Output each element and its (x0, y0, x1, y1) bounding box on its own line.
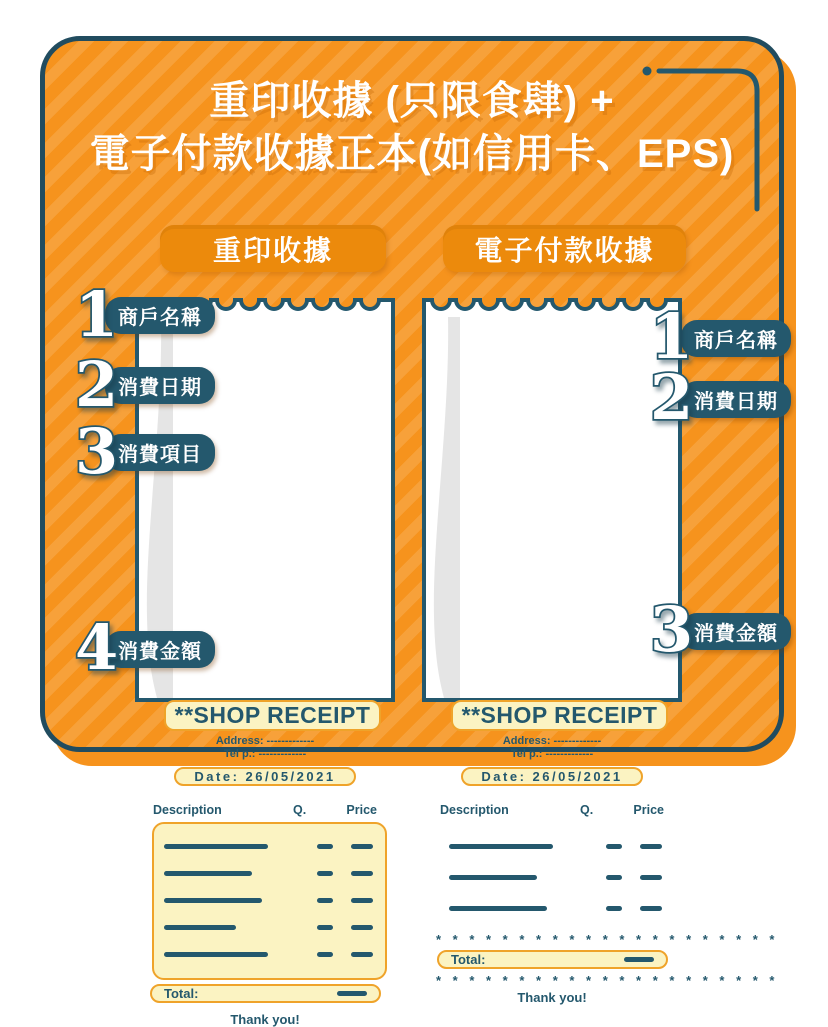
item-row (164, 860, 373, 887)
column-price: Price (633, 803, 664, 817)
annotation-number-1-right: 1 (650, 300, 694, 373)
total-amount-dash (624, 957, 654, 962)
annotation-number-2-right: 2 (650, 361, 694, 434)
item-quantity-dash (606, 875, 622, 880)
item-row (449, 862, 662, 893)
date-highlight (174, 767, 356, 786)
item-quantity-dash (606, 844, 622, 849)
item-quantity-dash (317, 844, 333, 849)
item-quantity-dash (317, 898, 333, 903)
item-row (164, 941, 373, 968)
item-price-dash (640, 875, 662, 880)
item-row (164, 914, 373, 941)
page-title-line1: 重印收據 (只限食肆) + (209, 79, 615, 123)
item-bar (164, 952, 268, 957)
column-quantity: Q. (293, 803, 307, 817)
total-highlight (437, 950, 668, 969)
shop-name-highlight (164, 700, 381, 731)
item-bar (449, 844, 553, 849)
item-row (449, 831, 662, 862)
total-highlight (150, 984, 381, 1003)
page-title-line2: 電子付款收據正本(如信用卡、EPS) (89, 132, 735, 176)
items-area (439, 822, 674, 934)
annotation-label-purchase-amount-right: 消費金額 (681, 613, 791, 650)
item-quantity-dash (606, 906, 622, 911)
item-price-dash (351, 952, 373, 957)
annotation-label-merchant-name-left: 商戶名稱 (105, 297, 215, 334)
annotation-label-purchase-date-left: 消費日期 (105, 367, 215, 404)
address-line: Address: ------------- (502, 735, 602, 747)
annotation-number-3-right: 3 (650, 593, 694, 666)
receipt-torn-edge (422, 291, 682, 317)
paper-curl-shading (426, 317, 460, 698)
items-highlight (152, 822, 387, 980)
annotation-label-purchase-amount-left: 消費金額 (105, 631, 215, 668)
thank-you-text: Thank you! (230, 1012, 300, 1027)
annotation-number-1-left: 1 (75, 278, 119, 351)
stars-divider: * * * * * * * * * * * * * * * * * * * * * (436, 932, 779, 947)
column-price: Price (346, 803, 377, 817)
tab-epayment-receipt-label: 電子付款收據 (474, 234, 655, 266)
item-quantity-dash (317, 925, 333, 930)
item-price-dash (351, 925, 373, 930)
column-description: Description (440, 803, 509, 817)
item-price-dash (640, 844, 662, 849)
item-bar (164, 925, 236, 930)
item-bar (164, 898, 262, 903)
telephone-line: Tel p.: ------------- (223, 748, 307, 760)
total-amount-dash (337, 991, 367, 996)
item-price-dash (351, 898, 373, 903)
item-row (164, 833, 373, 860)
page-title (45, 75, 779, 181)
annotation-number-3-left: 3 (75, 415, 119, 488)
poster-card (40, 36, 784, 1027)
item-price-dash (351, 844, 373, 849)
tab-reprint-receipt-label: 重印收據 (212, 234, 333, 266)
item-price-dash (640, 906, 662, 911)
date-highlight (461, 767, 643, 786)
shop-receipt-title: **SHOP RECEIPT (174, 702, 371, 728)
annotation-number-2-left: 2 (75, 348, 119, 421)
item-row (164, 887, 373, 914)
item-bar (449, 875, 537, 880)
item-price-dash (351, 871, 373, 876)
thank-you-text: Thank you! (517, 990, 587, 1005)
stars-divider: * * * * * * * * * * * * * * * * * * * * * (436, 973, 779, 988)
annotation-label-purchase-date-right: 消費日期 (681, 381, 791, 418)
shop-name-highlight (451, 700, 668, 731)
telephone-line: Tel p.: ------------- (510, 748, 594, 760)
item-row (449, 893, 662, 924)
item-quantity-dash (317, 952, 333, 957)
annotation-number-4-left: 4 (75, 611, 119, 684)
column-headers (153, 803, 377, 817)
annotation-label-purchase-items-left: 消費項目 (105, 434, 215, 471)
total-label: Total: (164, 986, 199, 1001)
column-quantity: Q. (580, 803, 594, 817)
item-bar (164, 871, 252, 876)
total-label: Total: (451, 952, 486, 967)
shop-receipt-title: **SHOP RECEIPT (461, 702, 658, 728)
item-bar (449, 906, 547, 911)
column-headers (440, 803, 664, 817)
address-line: Address: ------------- (215, 735, 315, 747)
item-quantity-dash (317, 871, 333, 876)
tab-epayment-receipt (443, 225, 686, 272)
tab-reprint-receipt (160, 225, 386, 272)
date-value: Date: 26/05/2021 (481, 769, 623, 784)
item-bar (164, 844, 268, 849)
annotation-label-merchant-name-right: 商戶名稱 (681, 320, 791, 357)
date-value: Date: 26/05/2021 (194, 769, 336, 784)
column-description: Description (153, 803, 222, 817)
